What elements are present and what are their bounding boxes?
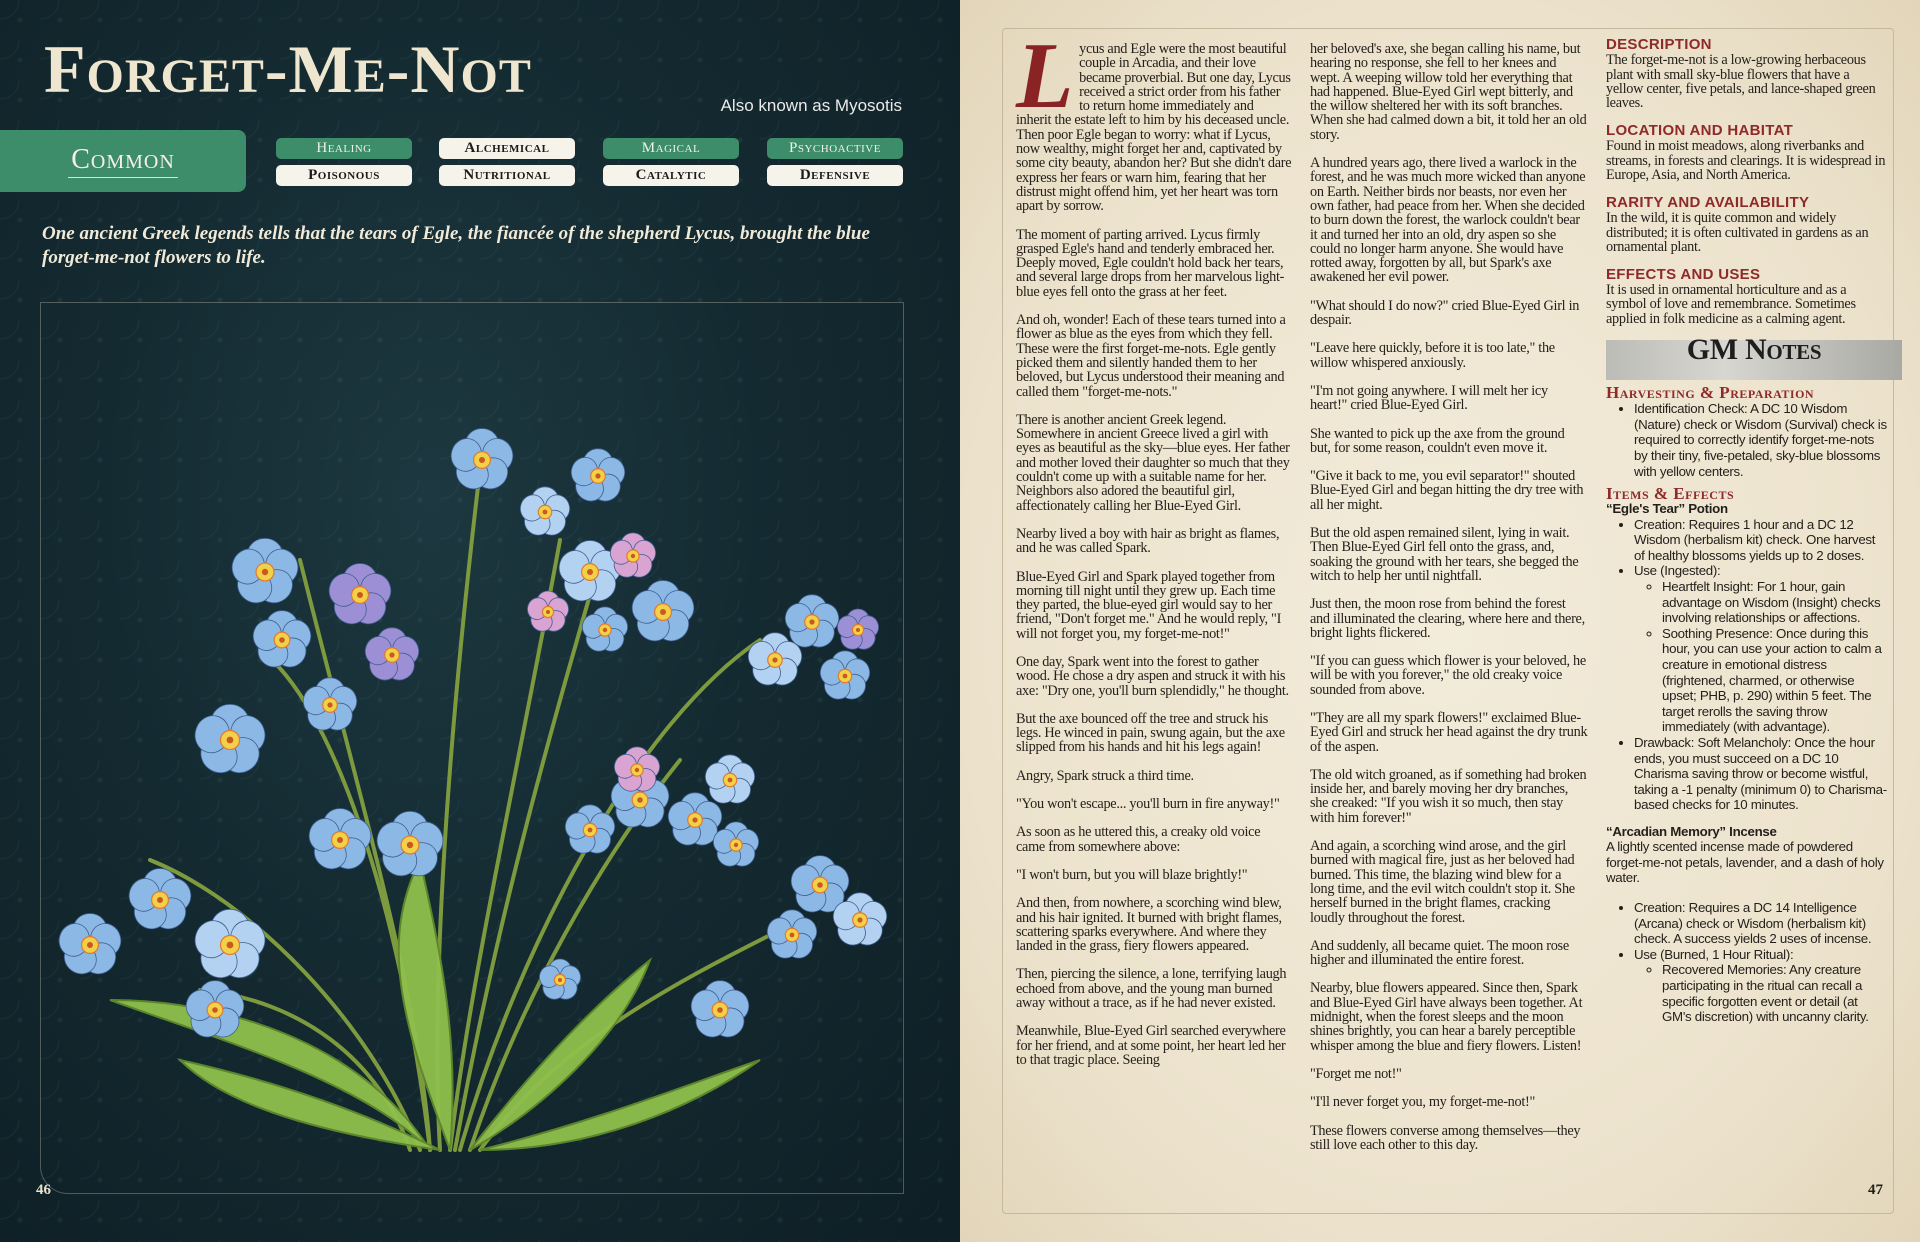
story-paragraph: The old witch groaned, as if something had broken inside her, and barely moving her dry branches, she creaked: "If you wish it so much, then stay with him forever!" <box>1310 766 1587 826</box>
story-paragraph: One day, Spark went into the forest to gather wood. He chose a dry aspen and struck it with his axe: "Dry one, you'll burn splendidly," he thought. <box>1016 653 1289 699</box>
list-item: • Use (Burned, 1 Hour Ritual): ◦ Recovered Memories: Any creature participating in the ritual can recall a specific forgotten event or detail (at GM's discretion) with uncanny clarity. <box>1634 947 1888 1025</box>
list-item: ◦ Heartfelt Insight: For 1 hour, gain advantage on Wisdom (Insight) checks involving relationships or affections. <box>1662 579 1888 626</box>
story-paragraph: Blue-Eyed Girl and Spark played together from morning till night until they grew up. Each time they parted, the blue-eyed girl would say to her friend, "Don't forget me." And he would reply, "I will not forget you, my forget-me-not!" <box>1016 568 1282 642</box>
drop-cap: L <box>1016 24 1074 128</box>
story-paragraph: And again, a scorching wind arose, and the girl burned with magical fire, just as her beloved had burned. This time, the blazing wind blew for a long time, and the evil witch couldn't stop it. She herself burned in the bright flames, cracking loudly throughout the forest. <box>1310 838 1575 926</box>
story-paragraph: As soon as he uttered this, a creaky old voice came from somewhere above: <box>1016 824 1261 855</box>
list-item: • Creation: Requires a DC 14 Intelligence (Arcana) check or Wisdom (herbalism kit) check. A success yields 2 uses of incense. <box>1634 900 1888 947</box>
incense-list <box>1606 900 1888 1025</box>
story-paragraph: And suddenly, all became quiet. The moon rose higher and illuminated the entire forest. <box>1310 937 1569 969</box>
list-item: ◦ Recovered Memories: Any creature participating in the ritual can recall a specific forgotten event or detail (at GM's discretion) with uncanny clarity. <box>1662 962 1888 1024</box>
tag-catalytic: Catalytic <box>603 165 739 186</box>
story-paragraph: Lycus and Egle were the most beautiful couple in Arcadia, and their love became proverbial. But one day, Lycus received a strict order from his father to return home immediately and inherit the estate left to him by his deceased uncle. Then poor Egle began to worry: what if Lycus, now wealthy, might forget her and, captivated by some city beauty, abandon her? But she didn't dare express her fears or warn him, fearing that her distrust might offend him, yet her heart was torn apart by sorrow. <box>1016 24 1292 215</box>
rarity-label: Common <box>71 144 175 175</box>
potion-use-list <box>1634 579 1888 735</box>
sidebar-column <box>1606 38 1888 1033</box>
story-paragraph: Meanwhile, Blue-Eyed Girl searched everywhere for her friend, and at some point, her heart led her to that tragic place. Seeing <box>1016 1023 1286 1068</box>
page-title: Forget-Me-Not <box>44 31 532 107</box>
effects-text: It is used in ornamental horticulture and as a symbol of love and remembrance. Sometimes applied in folk medicine as a calming agent. <box>1606 282 1856 327</box>
story-paragraph: These flowers converse among themselves—they still love each other to this day. <box>1310 1122 1581 1153</box>
story-paragraph: The moment of parting arrived. Lycus firmly grasped Egle's hand and tenderly embraced her. Deeply moved, Egle couldn't hold back her tears, and several large drops from her marvelous light-blue eyes fell onto the grass at her feet. <box>1016 226 1285 300</box>
tag-poisonous: Poisonous <box>276 165 412 186</box>
right-page <box>960 0 1920 1242</box>
gm-notes-title: GM Notes <box>1686 332 1822 366</box>
list-item: • Creation: Requires 1 hour and a DC 12 Wisdom (herbalism kit) check. One harvest of healthy blossoms yields up to 2 doses. <box>1634 517 1888 564</box>
story-paragraph: Angry, Spark struck a third time. <box>1016 767 1194 784</box>
story-column-1 <box>1016 24 1292 1081</box>
list-item: • Drawback: Soft Melancholy: Once the hour ends, you must succeed on a DC 10 Charisma saving throw or become wistful, taking a -1 penalty (minimum 0) to Charisma-based checks for 10 minutes. <box>1634 735 1888 813</box>
story-paragraph: "I won't burn, but you will blaze brightly!" <box>1016 866 1248 883</box>
incense-use-list <box>1634 962 1888 1024</box>
story-column-2 <box>1310 42 1588 1166</box>
story-paragraph: "I'm not going anywhere. I will melt her icy heart!" cried Blue-Eyed Girl. <box>1310 382 1548 414</box>
story-paragraph: And then, from nowhere, a scorching wind blew, and his hair ignited. It burned with bright flames, scattering sparks everywhere. And where they landed in the grass, fiery flowers appeared. <box>1016 895 1282 955</box>
tag-defensive: Defensive <box>767 165 903 186</box>
story-paragraph: Just then, the moon rose from behind the forest and illuminated the clearing, where here and there, bright lights flickered. <box>1310 596 1585 641</box>
intro-text: One ancient Greek legends tells that the tears of Egle, the fiancée of the shepherd Lycus, brought the blue forget-me-not flowers to life. <box>42 223 870 268</box>
potion-list <box>1606 517 1888 813</box>
incense-description: A lightly scented incense made of powdered forget-me-not petals, lavender, and a dash of holy water. <box>1606 839 1884 886</box>
description-text: The forget-me-not is a low-growing herbaceous plant with small sky-blue flowers that have a yellow center, five petals, and lance-shaped green leaves. <box>1606 52 1876 111</box>
story-paragraph: Nearby, blue flowers appeared. Since then, Spark and Blue-Eyed Girl have always been together. At midnight, when the forest sleeps and the moon shines brightly, you can hear a barely perceptible whisper among the blue and fiery flowers. Listen! <box>1310 980 1583 1054</box>
page-number-right: 47 <box>1868 1182 1883 1198</box>
story-paragraph: And oh, wonder! Each of these tears turned into a flower as blue as the eyes from which they fell. These were the first forget-me-nots. Egle gently picked them and silently handed them to her beloved, but Lycus understood their meaning and called them "forget-me-nots." <box>1016 312 1286 400</box>
rarity-heading: RARITY AND AVAILABILITY <box>1606 194 1810 212</box>
story-paragraph: "They are all my spark flowers!" exclaimed Blue-Eyed Girl and struck her head against the dry trunk of the aspen. <box>1310 709 1588 755</box>
potion-name: “Egle's Tear” Potion <box>1606 501 1728 517</box>
story-paragraph: "What should I do now?" cried Blue-Eyed Girl in despair. <box>1310 297 1580 329</box>
items-heading: Items & Effects <box>1606 484 1735 504</box>
rarity-text: In the wild, it is quite common and widely distributed; it is often cultivated in gardens as an ornamental plant. <box>1606 210 1869 255</box>
list-item: ◦ Soothing Presence: Once during this hour, you can use your action to calm a creature in emotional distress (frightened, charmed, or otherwise upset; PHB, p. 290) within 5 feet. The target rerolls the saving throw immediately (with advantage). <box>1662 626 1888 735</box>
story-paragraph: her beloved's axe, she began calling his name, but hearing no response, she fell to her knees and wept. A weeping willow told her everything that had happened. Blue-Eyed Girl wept bitterly, and the willow sheltered her with its soft branches. When she had calmed down a bit, it told her an old story. <box>1310 41 1587 143</box>
story-paragraph: "I'll never forget you, my forget-me-not!" <box>1310 1094 1536 1111</box>
story-paragraph: "Forget me not!" <box>1310 1065 1402 1082</box>
story-paragraph: But the axe bounced off the tree and struck his legs. He winced in pain, swung again, but the axe slipped from his hands and hit his legs again! <box>1016 710 1285 756</box>
harvest-heading: Harvesting & Preparation <box>1606 382 1815 402</box>
harvest-list <box>1606 401 1888 479</box>
aka-label: Also known as Myosotis <box>720 96 902 115</box>
incense-name: “Arcadian Memory” Incense <box>1606 823 1777 839</box>
tag-alchemical: Alchemical <box>439 138 575 159</box>
location-text: Found in moist meadows, along riverbanks and streams, in forests and clearings. It is widespread in Europe, Asia, and North America. <box>1606 138 1886 183</box>
list-item: • Use (Ingested): ◦ Heartfelt Insight: For 1 hour, gain advantage on Wisdom (Insight) checks involving relationships or affections. ◦ Soothing Presence: Once during this hour, you can use your action to calm a creature in emotional distress (frightened, charmed, or otherwise upset; PHB, p. 290) within 5 feet. The target rerolls the saving throw immediately (with advantage). <box>1634 563 1888 735</box>
story-paragraph: "If you can guess which flower is your beloved, he will be with you forever," the old creaky voice sounded from above. <box>1310 653 1586 698</box>
tag-healing: Healing <box>276 138 412 159</box>
story-paragraph: "You won't escape... you'll burn in fire anyway!" <box>1016 796 1280 813</box>
list-item: • Identification Check: A DC 10 Wisdom (Nature) check or Wisdom (Survival) check is required to correctly identify forget-me-nots by their tiny, five-petaled, sky-blue blossoms with yellow centers. <box>1634 401 1888 479</box>
story-paragraph: Then, piercing the silence, a lone, terrifying laugh echoed from above, and the young man burned away without a trace, as if he had never existed. <box>1016 966 1287 1012</box>
location-heading: LOCATION AND HABITAT <box>1606 122 1794 140</box>
gm-notes-banner <box>1606 332 1902 380</box>
story-paragraph: A hundred years ago, there lived a warlock in the forest, and he was much more wicked than anyone on Earth. Neither birds nor beasts, nor even her own father, had peace from her. When she decided to burn down the forest, the warlock couldn't bear it and turned her into an old, dry aspen so she could no longer harm anyone. She would have rotted away, forgotten by all, but Spark's axe awakened her evil power. <box>1310 155 1586 286</box>
story-paragraph: "Leave here quickly, before it is too late," the willow whispered anxiously. <box>1310 340 1555 371</box>
story-paragraph: She wanted to pick up the axe from the ground but, for some reason, couldn't even move it. <box>1310 425 1565 456</box>
story-paragraph: But the old aspen remained silent, lying in wait. Then Blue-Eyed Girl fell onto the grass, and, soaking the ground with her tears, she begged the witch to help her until nightfall. <box>1310 525 1579 584</box>
tag-magical: Magical <box>603 138 739 159</box>
effects-heading: EFFECTS AND USES <box>1606 265 1761 283</box>
story-paragraph: "Give it back to me, you evil separator!" shouted Blue-Eyed Girl and began hitting the dry tree with all her might. <box>1310 468 1584 513</box>
tag-nutritional: Nutritional <box>439 165 575 186</box>
page-number-left: 46 <box>36 1182 51 1198</box>
description-heading: DESCRIPTION <box>1606 36 1712 53</box>
tag-psychoactive: Psychoactive <box>767 138 903 159</box>
story-paragraph: There is another ancient Greek legend. Somewhere in ancient Greece lived a girl with eyes as beautiful as the sky—blue eyes. Her father and mother loved their daughter so much that they couldn't come up with a suitable name for her. Neighbors also adored the beautiful girl, affectionately calling her Blue-Eyed Girl. <box>1016 411 1290 514</box>
story-paragraph: Nearby lived a boy with hair as bright as flames, and he was called Spark. <box>1016 525 1280 557</box>
